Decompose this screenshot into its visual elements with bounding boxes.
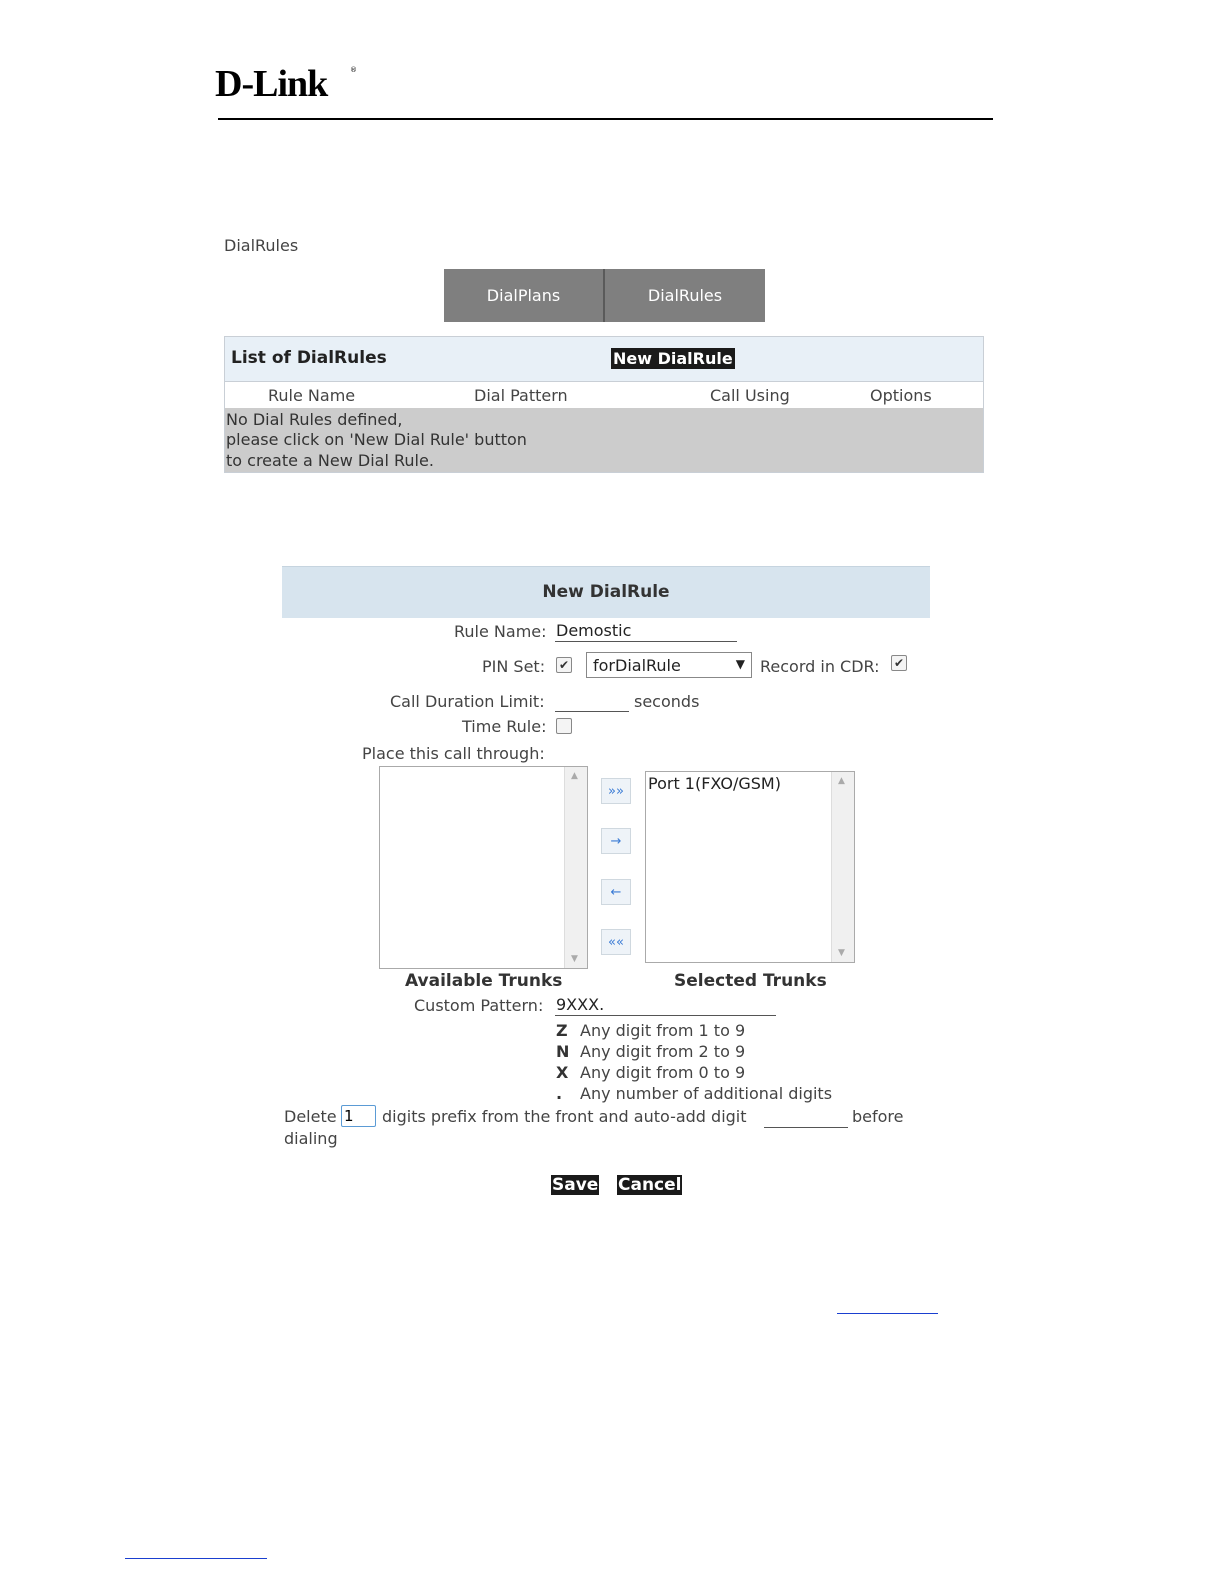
- before-text: before: [852, 1107, 904, 1126]
- legend-text: Any digit from 0 to 9: [580, 1063, 746, 1082]
- scroll-down-icon[interactable]: ▼: [838, 948, 845, 958]
- empty-message-line: to create a New Dial Rule.: [226, 451, 434, 470]
- legend-text: Any number of additional digits: [580, 1084, 833, 1103]
- seconds-label: seconds: [634, 692, 700, 711]
- pin-set-label: PIN Set:: [482, 657, 546, 676]
- scrollbar[interactable]: [831, 772, 854, 962]
- scroll-up-icon[interactable]: ▲: [571, 771, 578, 781]
- empty-message-line: No Dial Rules defined,: [226, 410, 403, 429]
- pin-set-checkbox[interactable]: ✔: [556, 657, 572, 673]
- column-header-call-using: Call Using: [710, 386, 790, 405]
- registered-mark: ®: [350, 66, 357, 74]
- rule-name-input[interactable]: [555, 620, 737, 642]
- pin-set-select[interactable]: [586, 652, 752, 678]
- pin-select-value: forDialRule: [593, 656, 681, 675]
- save-button[interactable]: Save: [552, 1175, 599, 1195]
- remove-trunk-button[interactable]: ←: [601, 879, 631, 905]
- empty-message-line: please click on 'New Dial Rule' button: [226, 430, 527, 449]
- selected-trunks-list[interactable]: [645, 771, 855, 963]
- scroll-up-icon[interactable]: ▲: [838, 776, 845, 786]
- call-duration-label: Call Duration Limit:: [390, 692, 545, 711]
- available-trunks-list[interactable]: [379, 766, 588, 969]
- remove-all-trunks-button[interactable]: ««: [601, 929, 631, 955]
- tab-dialplans[interactable]: DialPlans: [444, 269, 605, 322]
- dlink-logo: D-Link: [215, 63, 328, 105]
- custom-pattern-input[interactable]: [555, 994, 776, 1016]
- delete-label: Delete: [284, 1107, 337, 1126]
- legend-key: X: [556, 1063, 569, 1082]
- column-header-options: Options: [870, 386, 932, 405]
- column-header-dial-pattern: Dial Pattern: [474, 386, 568, 405]
- record-cdr-label: Record in CDR:: [760, 657, 880, 676]
- tab-dialrules[interactable]: DialRules: [605, 269, 765, 322]
- header-divider: [218, 118, 993, 120]
- legend-key: N: [556, 1042, 570, 1061]
- time-rule-label: Time Rule:: [462, 717, 547, 736]
- selected-trunk-item[interactable]: Port 1(FXO/GSM): [648, 774, 781, 793]
- delete-digits-input[interactable]: [341, 1105, 376, 1127]
- hyperlink-underline[interactable]: [837, 1313, 938, 1314]
- column-header-rule-name: Rule Name: [268, 386, 356, 405]
- scrollbar[interactable]: [564, 767, 587, 968]
- legend-text: Any digit from 2 to 9: [580, 1042, 746, 1061]
- dropdown-arrow-icon: ▼: [735, 657, 745, 671]
- record-cdr-checkbox[interactable]: ✔: [891, 655, 907, 671]
- available-trunks-caption: Available Trunks: [405, 971, 563, 991]
- custom-pattern-label: Custom Pattern:: [414, 996, 544, 1015]
- legend-text: Any digit from 1 to 9: [580, 1021, 746, 1040]
- prefix-text: digits prefix from the front and auto-add digit: [382, 1107, 747, 1126]
- new-dialrule-button[interactable]: New DialRule: [613, 349, 733, 368]
- dialing-text: dialing: [284, 1129, 338, 1148]
- scroll-down-icon[interactable]: ▼: [571, 954, 578, 964]
- cancel-button[interactable]: Cancel: [618, 1175, 682, 1195]
- add-all-trunks-button[interactable]: »»: [601, 778, 631, 804]
- time-rule-checkbox[interactable]: [556, 718, 572, 734]
- form-title: New DialRule: [282, 566, 930, 618]
- auto-add-digit-input[interactable]: [764, 1106, 848, 1128]
- empty-list-message: [225, 408, 983, 472]
- place-call-label: Place this call through:: [362, 744, 545, 763]
- list-title: List of DialRules: [231, 348, 387, 368]
- legend-key: Z: [556, 1021, 568, 1040]
- section-label: DialRules: [224, 236, 299, 255]
- add-trunk-button[interactable]: →: [601, 828, 631, 854]
- call-duration-input[interactable]: [555, 690, 629, 712]
- hyperlink-underline[interactable]: [125, 1558, 267, 1559]
- legend-key: .: [556, 1084, 563, 1103]
- selected-trunks-caption: Selected Trunks: [674, 971, 827, 991]
- dialrules-list-panel: [224, 336, 984, 473]
- rule-name-label: Rule Name:: [454, 622, 547, 641]
- list-header: [225, 337, 983, 382]
